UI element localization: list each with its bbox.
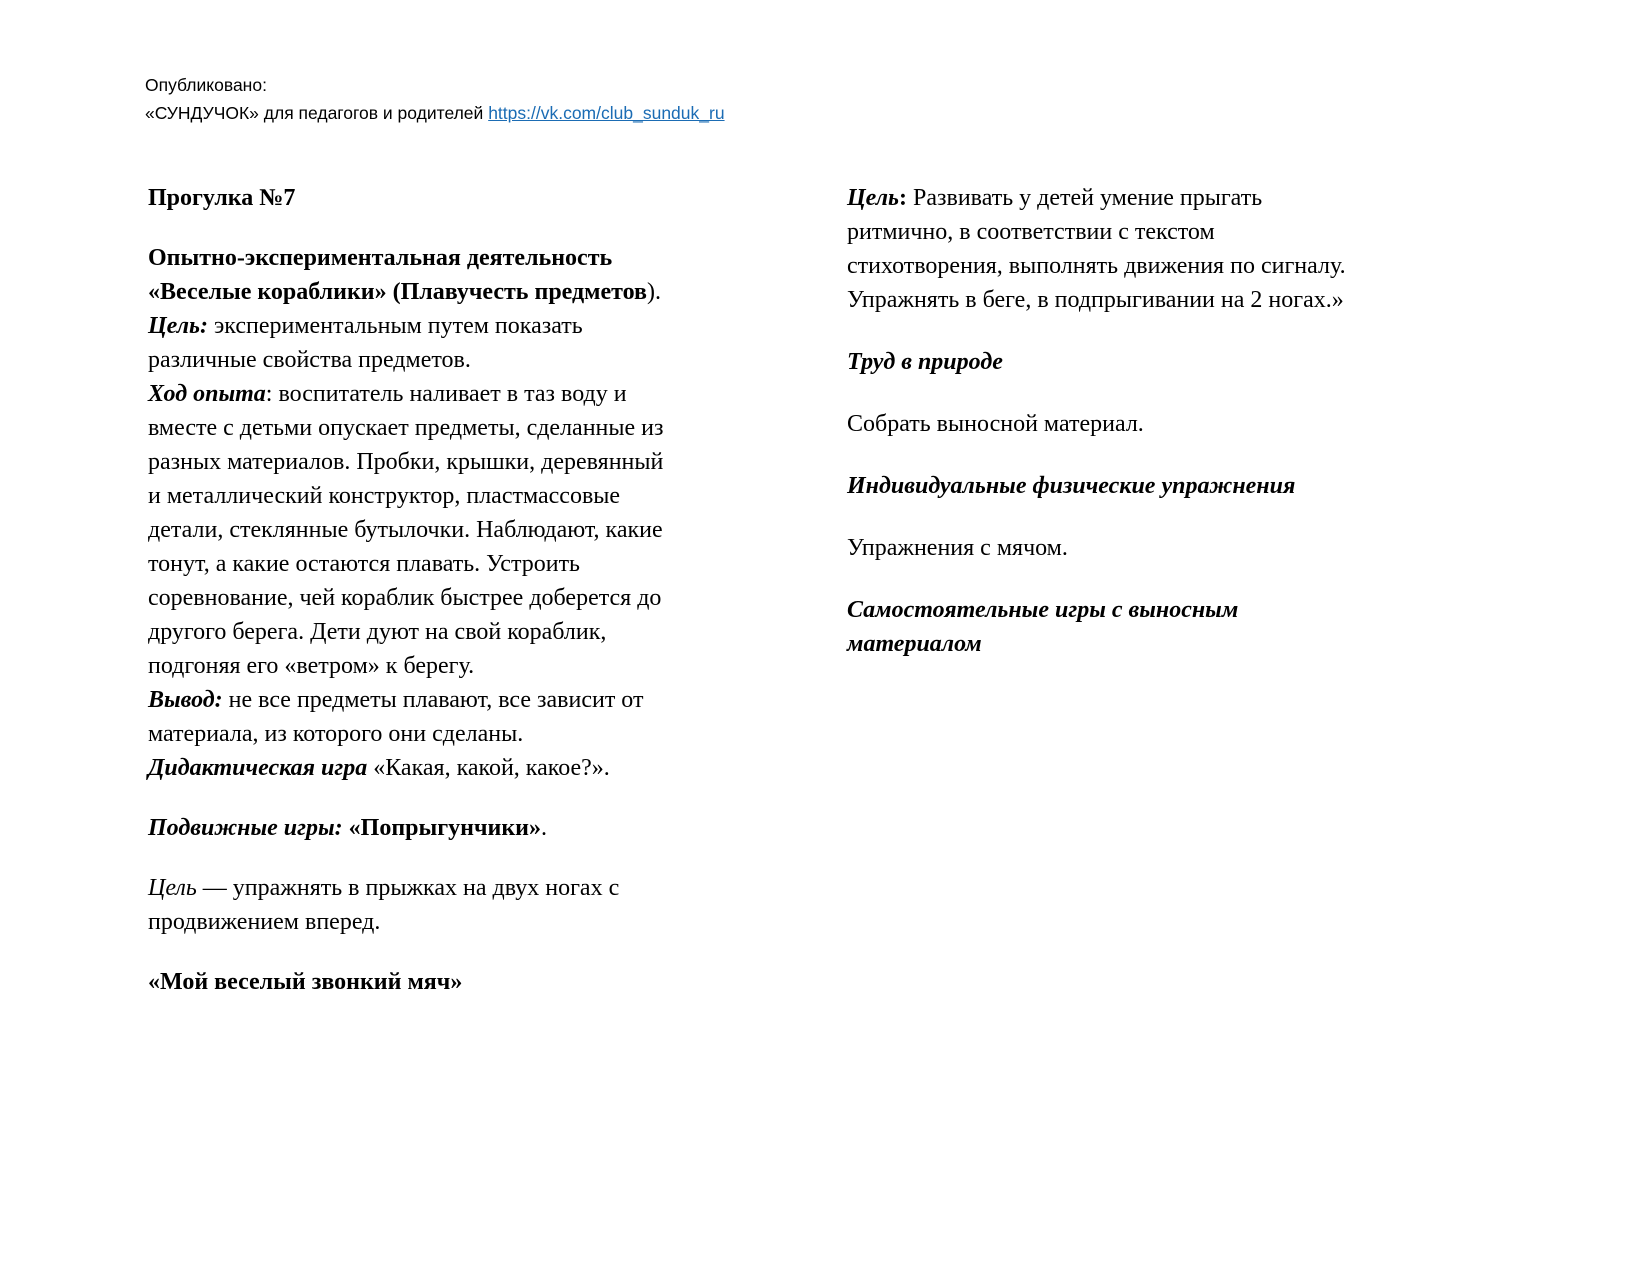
text-run: — упражнять в прыжках на двух ногах с [196,875,620,901]
text-run: «Какая, какой, какое?». [367,755,610,781]
text-line [148,683,788,717]
text-line [148,751,788,785]
text-run: экспериментальным путем показать [208,313,583,339]
paragraph [148,871,788,939]
text-line [148,905,788,939]
text-line [148,377,788,411]
paragraph [847,469,1487,503]
text-run: материалом [847,631,982,657]
text-line [148,547,788,581]
text-run: Прогулка №7 [148,185,296,211]
text-line [847,627,1487,661]
text-line [847,181,1487,215]
text-run: стихотворения, выполнять движения по сигналу. [847,253,1346,279]
text-run: Цель [847,185,900,211]
text-line [148,615,788,649]
paragraph [847,593,1487,661]
text-line [148,275,788,309]
text-line [847,469,1487,503]
text-line [148,343,788,377]
text-run: ритмично, в соответствии с текстом [847,219,1215,245]
text-run: Развивать у детей умение прыгать [907,185,1263,211]
publisher-line [145,99,725,127]
text-line [148,871,788,905]
text-run: тонут, а какие остаются плавать. Устроить [148,551,580,577]
text-run: Ход опыта [148,381,266,407]
community-name: «СУНДУЧОК» для педагогов и родителей [145,103,489,123]
text-run: подгоняя его «ветром» к берегу. [148,653,475,679]
text-run: «Веселые кораблики» (Плавучесть предметов [148,279,647,305]
text-run: другого берега. Дети дуют на свой кораблик, [148,619,607,645]
right-column [847,181,1487,661]
text-line [148,309,788,343]
text-line [847,215,1487,249]
text-run: соревнование, чей кораблик быстрее доберется до [148,585,662,611]
paragraph [847,531,1487,565]
text-run: «Мой веселый звонкий мяч» [148,969,463,995]
text-run: продвижением вперед. [148,909,381,935]
left-column [148,181,788,999]
text-line [148,649,788,683]
paragraph [847,345,1487,379]
text-line [847,283,1487,317]
text-run: не все предметы плавают, все зависит от [222,687,644,713]
text-run: Вывод: [148,687,223,713]
text-run: Самостоятельные игры с выносным [847,597,1239,623]
text-line [847,345,1487,379]
text-run: «Попрыгунчики» [348,815,541,841]
text-line [148,811,788,845]
text-line [148,513,788,547]
text-run: детали, стеклянные бутылочки. Наблюдают, какие [148,517,663,543]
text-run: материала, из которого они сделаны. [148,721,524,747]
paragraph [847,407,1487,441]
text-line [148,965,788,999]
text-line [148,717,788,751]
published-label: Опубликовано: [145,75,267,95]
text-line [148,581,788,615]
text-run: Опытно-экспериментальная деятельность [148,245,613,271]
text-run: Цель: [148,313,208,339]
text-run: разных материалов. Пробки, крышки, деревянный [148,449,664,475]
text-run: . [541,815,547,841]
paragraph [148,241,788,785]
paragraph [847,181,1487,317]
paragraph [148,181,788,215]
text-line [847,249,1487,283]
text-run: Подвижные игры: [148,815,343,841]
text-run: Упражнять в беге, в подпрыгивании на 2 ногах.» [847,287,1344,313]
text-run: Дидактическая игра [148,755,368,781]
text-line [847,593,1487,627]
two-column-layout [148,181,1487,999]
text-line [847,531,1487,565]
text-run: Собрать выносной материал. [847,411,1144,437]
text-run: : [899,185,908,211]
text-line [148,479,788,513]
vk-link[interactable]: https://vk.com/club_sunduk_ru [488,103,725,123]
text-run: и металлический конструктор, пластмассовые [148,483,621,509]
text-run: Труд в природе [847,349,1003,375]
text-run: : воспитатель наливает в таз воду и [265,381,627,407]
text-run: Индивидуальные физические упражнения [847,473,1296,499]
text-run: Упражнения с мячом. [847,535,1068,561]
paragraph [148,965,788,999]
text-run: различные свойства предметов. [148,347,471,373]
text-run: вместе с детьми опускает предметы, сделанные из [148,415,664,441]
text-line [148,411,788,445]
paragraph [148,811,788,845]
text-line [847,407,1487,441]
text-line [148,445,788,479]
text-line [148,181,788,215]
text-run: ). [646,279,661,305]
document-header [145,71,725,127]
text-run: Цель [148,875,197,901]
text-line [148,241,788,275]
